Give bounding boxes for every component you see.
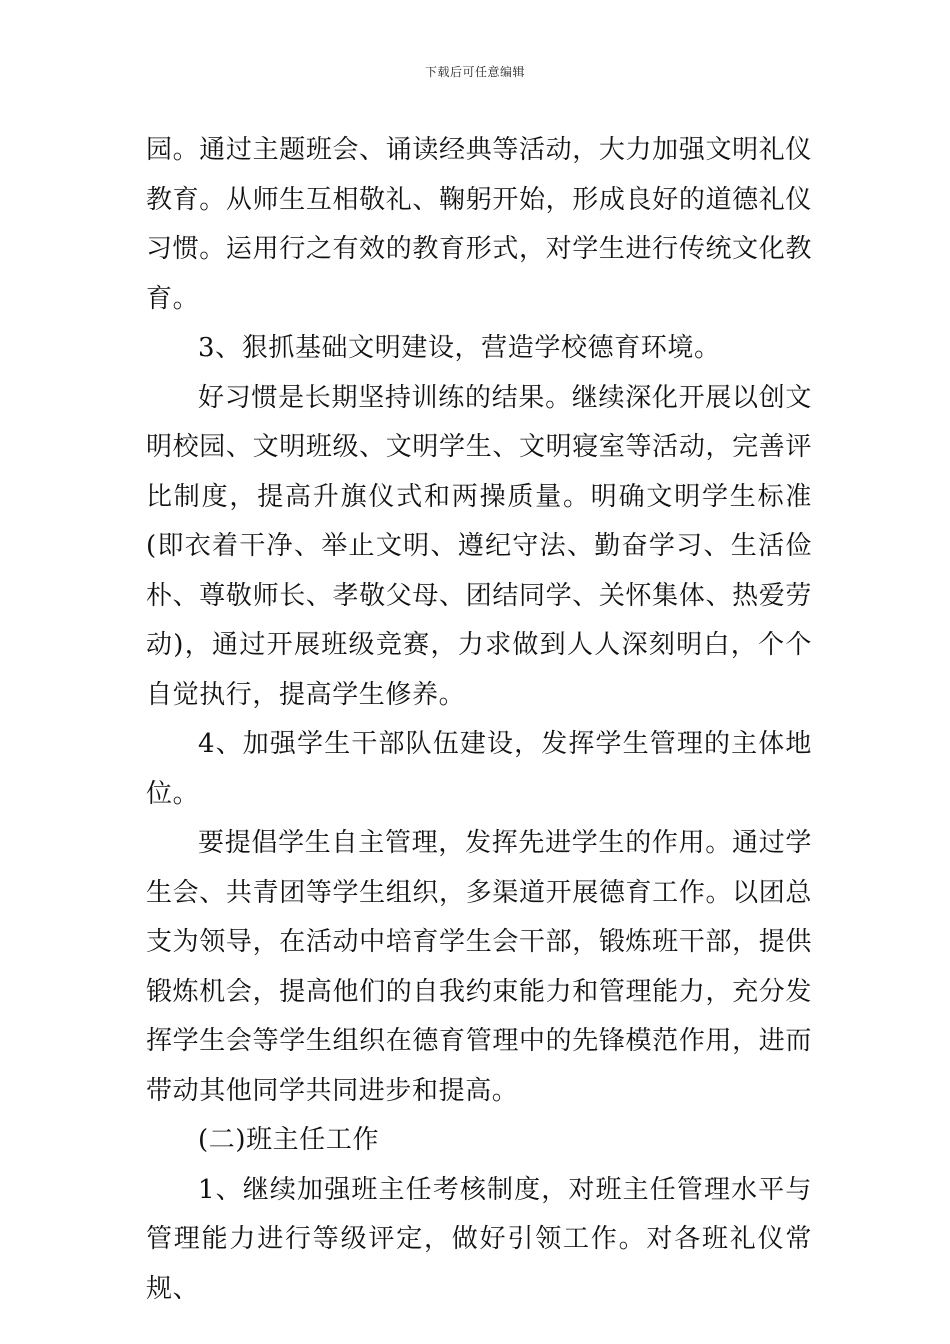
section-heading: 3、狠抓基础文明建设，营造学校德育环境。 [198,333,721,363]
paragraph: 要提倡学生自主管理，发挥先进学生的作用。通过学生会、共青团等学生组织，多渠道开展德育工作。以团总支为领导，在活动中培育学生会干部，锻炼班干部，提供锻炼机会，提高他们的自我约束能力和管理能力，充分发挥学生会等学生组织在德育管理中的先锋模范作用，进而带动其他同学共同进步和提高。 [146,828,812,1106]
page-header-note: 下载后可任意编辑 [424,65,525,79]
document-body [146,126,812,1314]
section-heading: 4、加强学生干部队伍建设，发挥学生管理的主体地位。 [146,729,812,809]
section-heading: (二)班主任工作 [198,1125,380,1155]
paragraph: 1、继续加强班主任考核制度，对班主任管理水平与管理能力进行等级评定，做好引领工作。对各班礼仪常规、 [146,1174,812,1304]
paragraph: 好习惯是长期坚持训练的结果。继续深化开展以创文明校园、文明班级、文明学生、文明寝室等活动，完善评比制度，提高升旗仪式和两操质量。明确文明学生标准(即衣着干净、举止文明、遵纪守法、勤奋学习、生活俭朴、尊敬师长、孝敬父母、团结同学、关怀集体、热爱劳动)，通过开展班级竞赛，力求做到人人深刻明白，个个自觉执行，提高学生修养。 [146,382,812,710]
paragraph: 园。通过主题班会、诵读经典等活动，大力加强文明礼仪教育。从师生互相敬礼、鞠躬开始，形成良好的道德礼仪习惯。运用行之有效的教育形式，对学生进行传统文化教育。 [146,135,812,314]
